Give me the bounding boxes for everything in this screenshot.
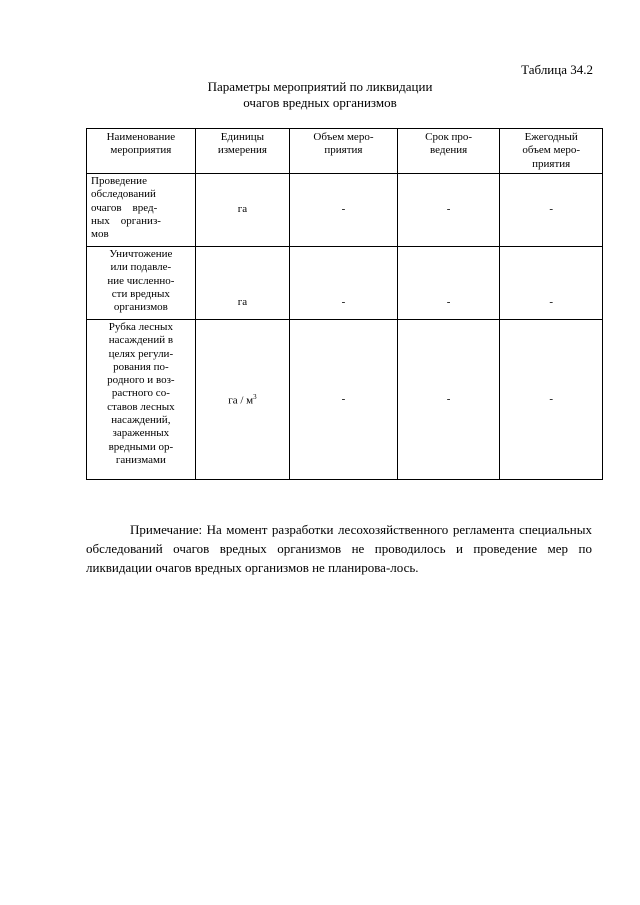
header-cell-annual: Ежегодный объем меро- приятия <box>500 129 603 174</box>
table-title-line-2: очагов вредных организмов <box>243 95 397 110</box>
header-cell-volume: Объем меро- приятия <box>290 129 398 174</box>
row-volume-cell: - <box>290 247 398 320</box>
row-annual-cell: - <box>500 320 603 480</box>
row-annual-cell: - <box>500 247 603 320</box>
note-paragraph: Примечание: На момент разработки лесохозяйственного регламента специальных обследований очагов вредных организмов не проводилось и проведение мер по ликвидации очагов вредных организмов не планирова-лось. <box>86 522 592 576</box>
row-name-cell: Проведение обследований очагов вред- ных организ- мов <box>87 174 196 247</box>
row-term-cell: - <box>397 174 500 247</box>
parameters-table <box>86 128 603 480</box>
row-term-cell: - <box>397 247 500 320</box>
row-unit-cell <box>195 320 289 480</box>
header-cell-name: Наименование мероприятия <box>87 129 196 174</box>
table-title-line-1: Параметры мероприятий по ликвидации <box>207 79 433 94</box>
table-row <box>87 174 603 247</box>
row-volume-cell: - <box>290 174 398 247</box>
unit-superscript: 3 <box>253 393 257 402</box>
table-row <box>87 247 603 320</box>
table-header-row <box>87 129 603 174</box>
row-unit-cell: га <box>195 174 289 247</box>
row-unit-cell: га <box>195 247 289 320</box>
table-row <box>87 320 603 480</box>
row-annual-cell: - <box>500 174 603 247</box>
header-cell-unit: Единицы измерения <box>195 129 289 174</box>
header-cell-term: Срок про- ведения <box>397 129 500 174</box>
row-volume-cell: - <box>290 320 398 480</box>
row-term-cell: - <box>397 320 500 480</box>
row-name-cell: Уничтожение или подавле- ние численно- сти вредных организмов <box>87 247 196 320</box>
row-name-cell: Рубка лесных насаждений в целях регули- рования по- родного и воз- растного со- ставов лесных насаждений, зараженных вредными ор- ганизмами <box>87 320 196 480</box>
unit-text: га / м <box>228 394 254 407</box>
table-number: Таблица 34.2 <box>521 62 593 77</box>
